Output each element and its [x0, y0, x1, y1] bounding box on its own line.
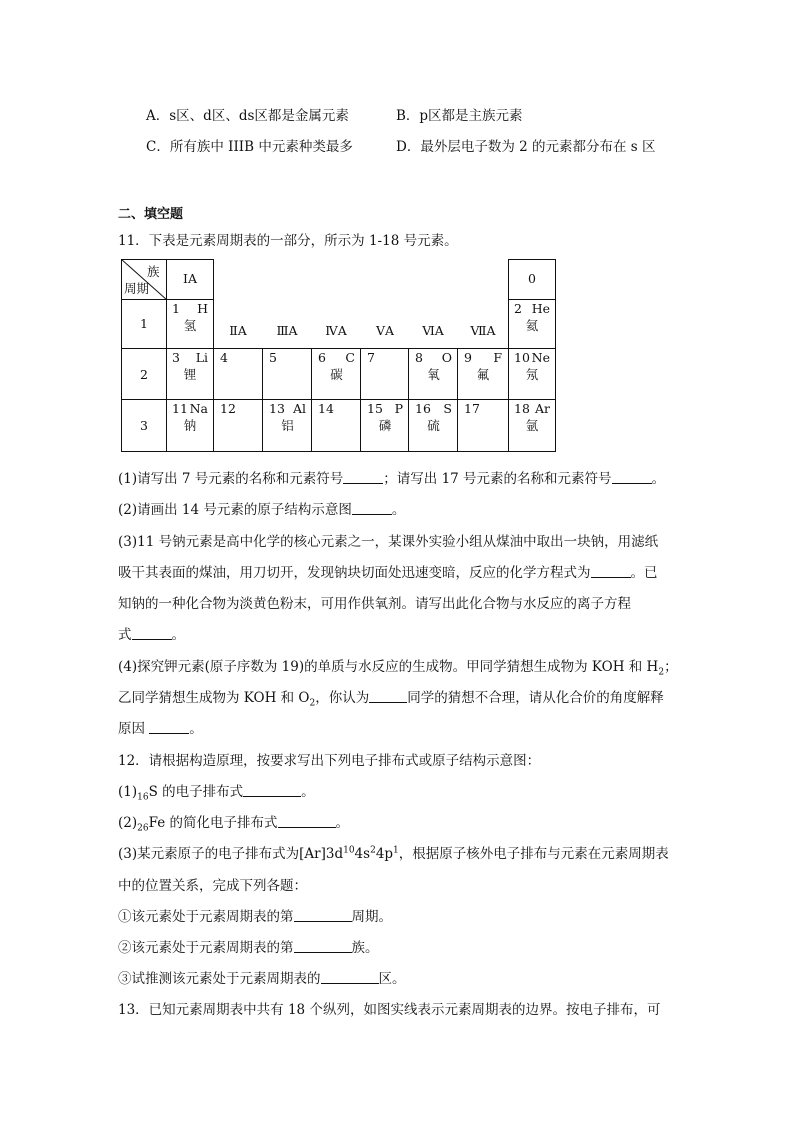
element-cell: 18 Ar 氩: [514, 401, 550, 433]
period-1: 1: [140, 316, 148, 331]
element-cell: 12: [220, 401, 236, 416]
element-cell: 14: [318, 401, 334, 416]
answer-blank[interactable]: [294, 909, 352, 922]
q12-sub2: ②该元素处于元素周期表的第 族。: [118, 940, 379, 956]
q12-sub3: ③试推测该元素处于元素周期表的 区。: [118, 971, 406, 987]
corner-group-label: 族: [147, 264, 160, 279]
element-cell: 8 O 氧: [415, 350, 452, 382]
q11-part3-line3: 知钠的一种化合物为淡黄色粉末，可用作供氧剂。请写出此化合物与水反应的离子方程: [118, 596, 631, 612]
option-b[interactable]: B．p区都是主族元素: [396, 108, 523, 124]
period-3: 3: [140, 418, 148, 433]
q11-part4-line1: (4)探究钾元素(原子序数为 19)的单质与水反应的生成物。甲同学猜想生成物为 KOH 和 $H_2$；: [118, 659, 678, 678]
element-cell: 6 C 碳: [318, 350, 355, 382]
periodic-table: [121, 259, 556, 452]
group-via: ⅥA: [422, 323, 444, 338]
q11-part3-line2: 吸干其表面的煤油，用刀切开，发现钠块切面处迅速变暗，反应的化学方程式为 。已: [118, 565, 658, 581]
q11-part3-line1: (3)11 号钠元素是高中化学的核心元素之一，某课外实验小组从煤油中取出一块钠，用滤纸: [118, 534, 659, 550]
element-cell: 2 He 氦: [514, 301, 550, 333]
element-cell: 4: [220, 350, 228, 365]
section-title: 二、填空题: [118, 207, 184, 222]
group-iiia: ⅢA: [276, 323, 298, 338]
answer-blank[interactable]: [243, 784, 301, 797]
answer-blank[interactable]: [132, 627, 172, 640]
element-cell: 17: [464, 401, 480, 416]
answer-blank[interactable]: [278, 815, 336, 828]
q11-part1: (1)请写出 7 号元素的名称和元素符号 ；请写出 17 号元素的名称和元素符号 。: [118, 471, 666, 487]
answer-blank[interactable]: [591, 565, 631, 578]
group-ia: ⅠA: [183, 271, 197, 286]
answer-blank[interactable]: [369, 690, 407, 703]
group-0: 0: [528, 271, 536, 286]
q12-part2: $(2)_{26}Fe$ 的简化电子排布式 。: [118, 815, 349, 834]
group-iia: ⅡA: [229, 323, 247, 338]
q13-stem: 13．已知元素周期表中共有 18 个纵列，如图实线表示元素周期表的边界。按电子排布，可: [118, 1002, 661, 1018]
element-cell: 5: [269, 350, 277, 365]
q12-part3-line1: (3)某元素原子的电子排布式为$[Ar]3d^{10}4s^24p^1$，根据原子核外电子排布与元素在元素周期表: [118, 845, 669, 862]
q11-part2: (2)请画出 14 号元素的原子结构示意图 。: [118, 502, 406, 518]
q11-stem: 11．下表是元素周期表的一部分，所示为 1-18 号元素。: [118, 233, 458, 249]
element-cell: 13 Al 铝: [269, 401, 306, 433]
period-2: 2: [140, 367, 148, 382]
q11-part3-line4: 式 。: [118, 627, 185, 643]
q12-part3-line2: 中的位置关系，完成下列各题：: [118, 878, 307, 894]
answer-blank[interactable]: [321, 971, 379, 984]
answer-blank[interactable]: [149, 721, 189, 734]
group-va: ⅤA: [375, 323, 395, 338]
option-d[interactable]: D．最外层电子数为 2 的元素都分布在 s 区: [396, 139, 656, 155]
answer-blank[interactable]: [352, 502, 392, 515]
element-cell: 1 H 氢: [172, 301, 208, 333]
q12-sub1: ①该元素处于元素周期表的第 周期。: [118, 909, 392, 925]
answer-blank[interactable]: [343, 471, 383, 484]
answer-blank[interactable]: [612, 471, 652, 484]
option-c[interactable]: C．所有族中 IIIB 中元素种类最多: [146, 139, 353, 155]
group-viia: ⅦA: [470, 323, 496, 338]
option-a[interactable]: A．s区、d区、ds区都是金属元素: [146, 108, 349, 124]
group-iva: ⅣA: [325, 323, 347, 338]
answer-blank[interactable]: [294, 940, 352, 953]
q12-stem: 12．请根据构造原理，按要求写出下列电子排布式或原子结构示意图：: [118, 753, 541, 769]
element-cell: 9 F 氟: [464, 350, 502, 382]
q11-part4-line3: 原因 。: [118, 721, 203, 737]
element-cell: 16 S 硫: [415, 401, 452, 433]
element-cell: 15 P 磷: [367, 401, 403, 433]
q11-part4-line2: 乙同学猜想生成物为 KOH 和 $O_2$，你认为 同学的猜想不合理，请从化合价的角度解释: [118, 690, 664, 709]
element-cell: 11 Na 钠: [172, 401, 208, 433]
element-cell: 10 Ne 氖: [514, 350, 550, 382]
element-cell: 7: [367, 350, 375, 365]
corner-period-label: 周期: [124, 281, 150, 296]
element-cell: 3 Li 锂: [172, 350, 208, 382]
q12-part1: $(1)_{16}S$ 的电子排布式 。: [118, 784, 315, 803]
